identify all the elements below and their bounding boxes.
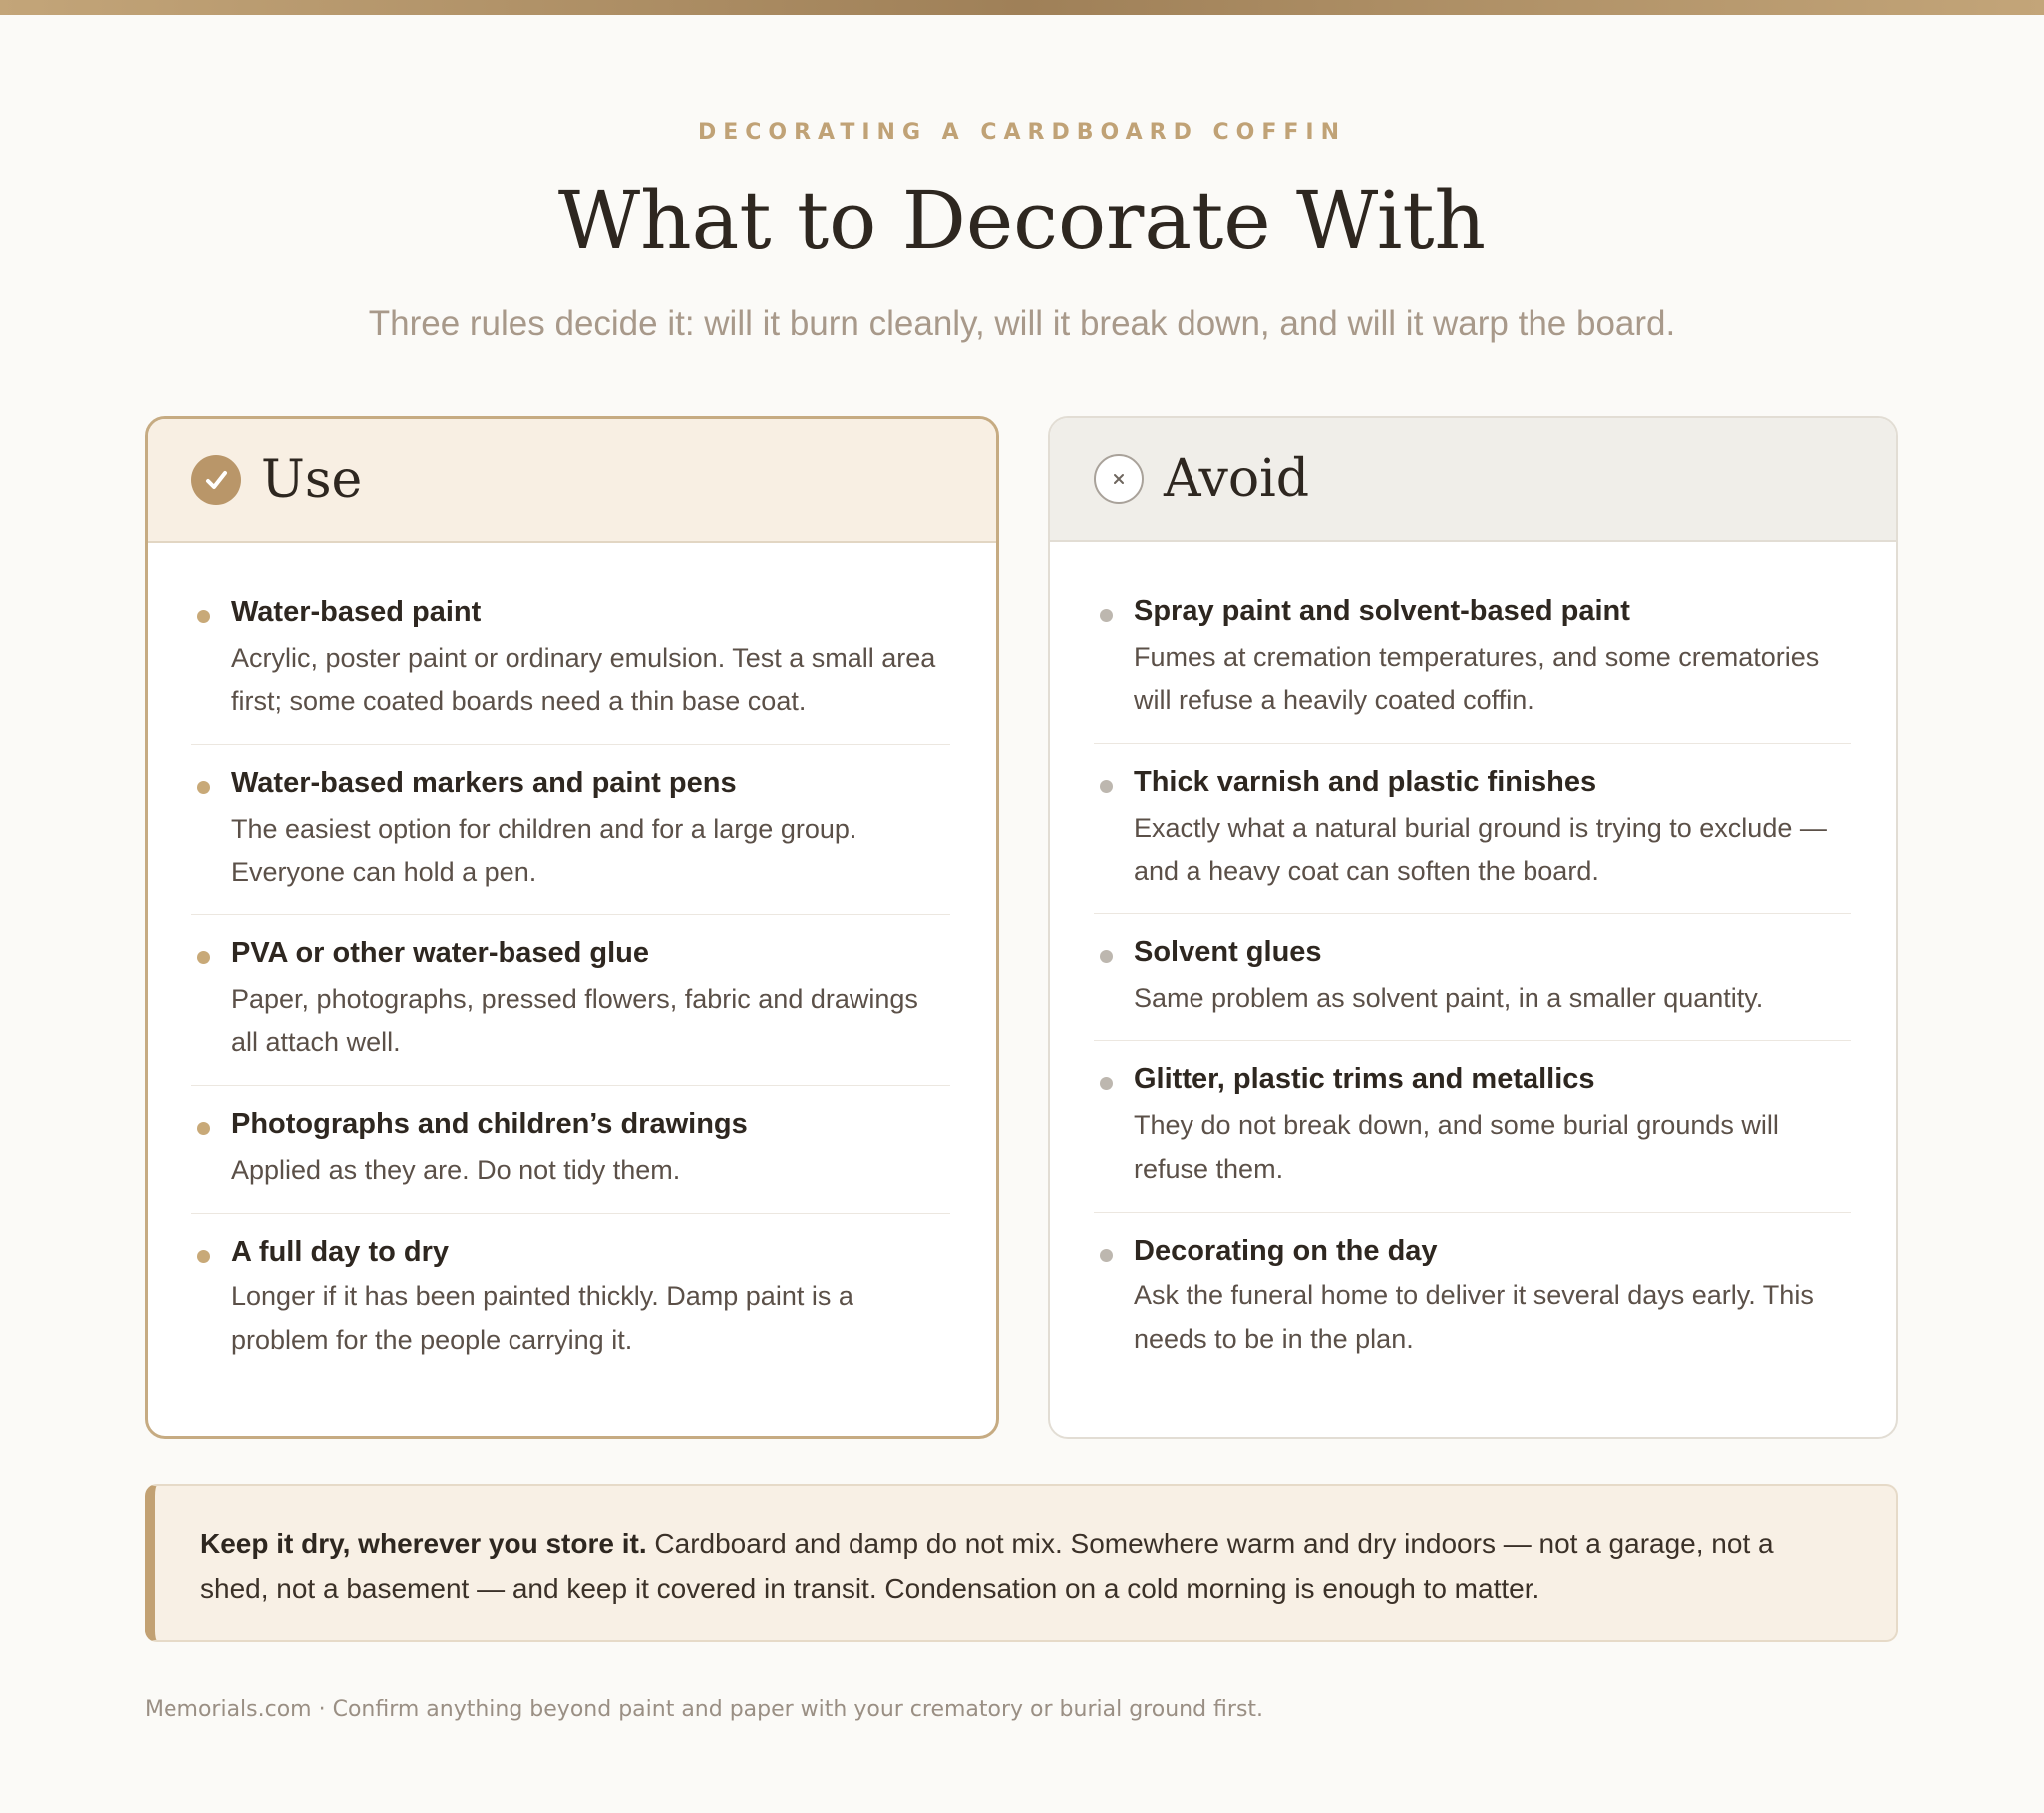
item-title: A full day to dry bbox=[231, 1235, 450, 1268]
item-description: Acrylic, poster paint or ordinary emulsion. Test a small area first; some coated boards need a thin base coat. bbox=[231, 642, 936, 717]
item-title: Thick varnish and plastic finishes bbox=[1134, 766, 1597, 799]
bullet-icon bbox=[197, 781, 210, 794]
item-title: Water-based paint bbox=[231, 596, 482, 628]
item-description: Paper, photographs, pressed flowers, fabric and drawings all attach well. bbox=[231, 983, 918, 1058]
avoid-card-title: Avoid bbox=[1164, 449, 1310, 509]
x-circle-icon bbox=[1094, 454, 1144, 504]
use-card bbox=[145, 416, 999, 1439]
top-accent-bar bbox=[0, 0, 2044, 15]
item-description: Ask the funeral home to deliver it several days early. This needs to be in the plan. bbox=[1134, 1280, 1814, 1354]
list-item bbox=[1094, 1041, 1851, 1212]
bullet-icon bbox=[1100, 950, 1113, 963]
page-title: What to Decorate With bbox=[557, 175, 1487, 267]
item-title: Water-based markers and paint pens bbox=[231, 767, 737, 800]
list-item bbox=[191, 915, 950, 1086]
footer-note: Memorials.com · Confirm anything beyond paint and paper with your crematory or burial ground first. bbox=[145, 1697, 1264, 1722]
avoid-list bbox=[1050, 542, 1896, 1382]
list-item bbox=[191, 1214, 950, 1383]
avoid-card-header bbox=[1050, 418, 1896, 542]
bullet-icon bbox=[1100, 1077, 1113, 1090]
bullet-icon bbox=[1100, 609, 1113, 622]
item-title: Photographs and children’s drawings bbox=[231, 1108, 748, 1141]
use-card-header bbox=[148, 419, 996, 543]
list-item bbox=[1094, 744, 1851, 914]
item-description: Applied as they are. Do not tidy them. bbox=[231, 1154, 681, 1185]
check-circle-icon bbox=[191, 455, 241, 505]
list-item bbox=[191, 745, 950, 915]
list-item bbox=[1094, 914, 1851, 1041]
storage-callout bbox=[145, 1484, 1898, 1642]
item-description: They do not break down, and some burial grounds will refuse them. bbox=[1134, 1110, 1779, 1184]
item-description: Fumes at cremation temperatures, and some crematories will refuse a heavily coated coffin. bbox=[1134, 641, 1820, 716]
item-description: Longer if it has been painted thickly. Damp paint is a problem for the people carrying it. bbox=[231, 1281, 853, 1355]
item-title: Decorating on the day bbox=[1134, 1234, 1438, 1267]
eyebrow-label: DECORATING A CARDBOARD COFFIN bbox=[697, 120, 1347, 145]
bullet-icon bbox=[197, 1122, 210, 1135]
use-card-title: Use bbox=[261, 450, 363, 510]
bullet-icon bbox=[1100, 780, 1113, 793]
list-item bbox=[191, 1086, 950, 1213]
list-item bbox=[1094, 573, 1851, 744]
callout-text: Cardboard and damp do not mix. Somewhere warm and dry indoors — not a garage, not a shed, not a basement — and keep it covered in transit. Condensation on a cold morning is enough to matter. bbox=[200, 1528, 1774, 1605]
avoid-card bbox=[1048, 416, 1898, 1439]
item-description: Same problem as solvent paint, in a smaller quantity. bbox=[1134, 982, 1764, 1013]
item-title: Glitter, plastic trims and metallics bbox=[1134, 1063, 1595, 1096]
bullet-icon bbox=[1100, 1249, 1113, 1262]
callout-heading: Keep it dry, wherever you store it. bbox=[200, 1528, 647, 1559]
item-description: The easiest option for children and for a large group. Everyone can hold a pen. bbox=[231, 813, 857, 888]
page-subtitle: Three rules decide it: will it burn cleanly, will it break down, and will it warp the board. bbox=[368, 304, 1676, 343]
bullet-icon bbox=[197, 1250, 210, 1263]
list-item bbox=[191, 574, 950, 745]
list-item bbox=[1094, 1213, 1851, 1382]
item-title: PVA or other water-based glue bbox=[231, 937, 649, 970]
use-list bbox=[148, 543, 996, 1383]
item-description: Exactly what a natural burial ground is trying to exclude — and a heavy coat can soften the board. bbox=[1134, 812, 1827, 887]
bullet-icon bbox=[197, 951, 210, 964]
item-title: Solvent glues bbox=[1134, 936, 1322, 969]
bullet-icon bbox=[197, 610, 210, 623]
item-title: Spray paint and solvent-based paint bbox=[1134, 595, 1630, 627]
